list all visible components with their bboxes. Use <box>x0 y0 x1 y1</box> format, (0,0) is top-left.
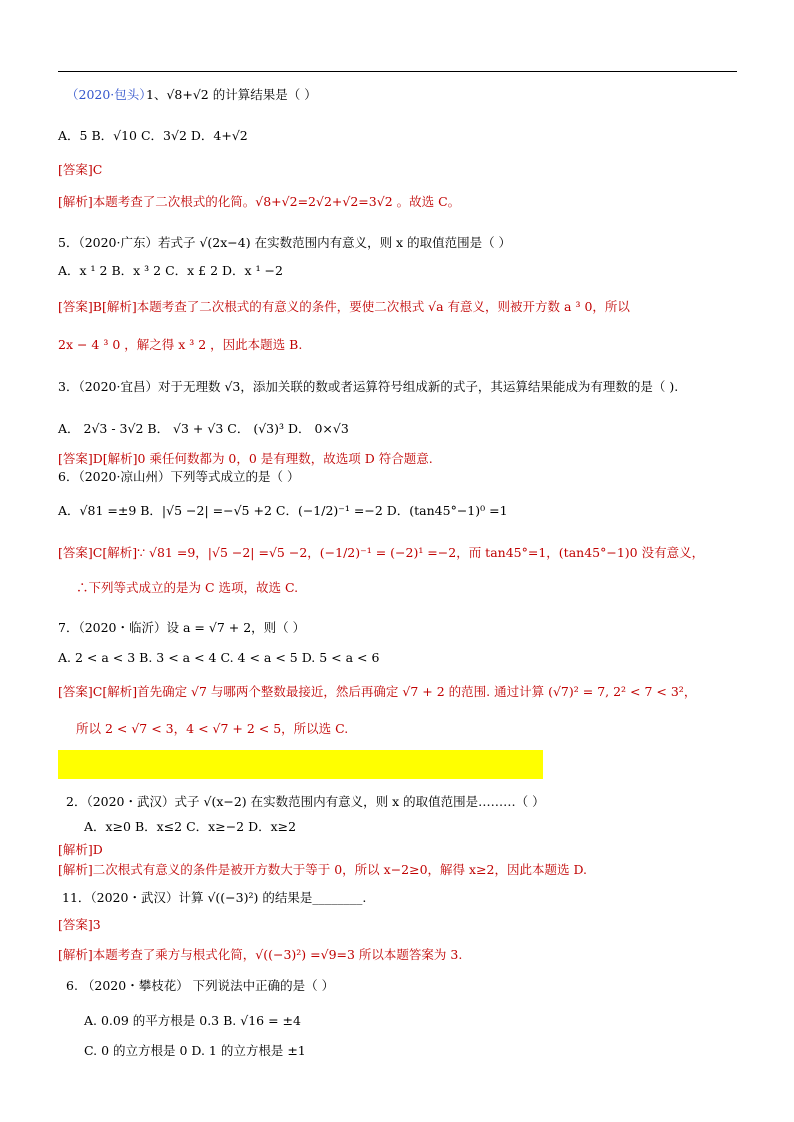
q7-conclusion: 所以 2 < √7 < 3，4 < √7 + 2 < 5，所以选 C. <box>76 721 349 736</box>
q6-options: A．√81 =±9 B．|√5 −2| =−√5 +2 C．(−1/2)⁻¹ =−2 D．(tan45°−1)⁰ =1 <box>58 503 508 518</box>
q6b-options-ab: A. 0.09 的平方根是 0.3 B. √16 = ±4 <box>84 1013 301 1028</box>
q3-answer-analysis: [答案]D[解析]0 乘任何数都为 0，0 是有理数，故选项 D 符合题意. <box>58 451 433 466</box>
q5-analysis-cont: 2x − 4 ³ 0 ，解之得 x ³ 2 ，因此本题选 B. <box>58 337 303 352</box>
q11-question: 11．（2020・武汉）计算 √((−3)²) 的结果是________. <box>62 890 367 905</box>
q3-options: A． 2√3 - 3√2 B． √3 + √3 C． (√3)³ D． 0×√3 <box>58 421 349 436</box>
q6-conclusion: ∴下列等式成立的是为 C 选项，故选 C. <box>76 580 299 595</box>
q11-analysis: [解析]本题考查了乘方与根式化简，√((−3)²) =√9=3 所以本题答案为 3. <box>58 947 463 962</box>
q2-answer: [解析]D <box>58 842 103 857</box>
q5-question: 5．（2020·广东）若式子 √(2x−4) 在实数范围内有意义，则 x 的取值范围是（ ） <box>58 235 512 250</box>
q6-answer-analysis: [答案]C[解析]∵ √81 =9，|√5 −2| =√5 −2，(−1/2)⁻¹ = (−2)¹ =−2，而 tan45°=1，(tan45°−1)0 没有意义， <box>58 545 705 560</box>
yellow-highlight-bar <box>58 750 543 779</box>
q5-options: A．x ¹ 2 B．x ³ 2 C．x £ 2 D．x ¹ −2 <box>58 263 283 278</box>
q6b-question: 6. （2020・攀枝花） 下列说法中正确的是（ ） <box>66 978 335 993</box>
q7-question: 7．（2020・临沂）设 a = √7 + 2，则（ ） <box>58 620 306 635</box>
q1-analysis: [解析]本题考查了二次根式的化简。√8+√2=2√2+√2=3√2 。故选 C。 <box>58 194 461 209</box>
q11-answer: [答案]3 <box>58 917 101 932</box>
q6-question: 6．（2020·凉山州）下列等式成立的是（ ） <box>58 469 300 484</box>
q1-question: 1、√8+√2 的计算结果是（ ） <box>146 87 317 102</box>
q2-question: 2．（2020・武汉）式子 √(x−2) 在实数范围内有意义，则 x 的取值范围是………（ ） <box>66 794 545 809</box>
q1-answer: [答案]C <box>58 162 103 177</box>
q2-analysis: [解析]二次根式有意义的条件是被开方数大于等于 0，所以 x−2≥0，解得 x≥2，因此本题选 D. <box>58 862 588 877</box>
q7-options: A. 2 < a < 3 B. 3 < a < 4 C. 4 < a < 5 D. 5 < a < 6 <box>58 650 380 665</box>
q2-options: A．x≥0 B．x≤2 C．x≥−2 D．x≥2 <box>84 819 297 834</box>
q1-source: （2020·包头） <box>66 87 152 102</box>
q6b-options-cd: C. 0 的立方根是 0 D. 1 的立方根是 ±1 <box>84 1043 306 1058</box>
q5-answer-analysis: [答案]B[解析]本题考查了二次根式的有意义的条件，要使二次根式 √a 有意义，则被开方数 a ³ 0，所以 <box>58 299 630 314</box>
q3-question: 3．（2020·宜昌）对于无理数 √3，添加关联的数或者运算符号组成新的式子，其运算结果能成为有理数的是（ ). <box>58 379 679 394</box>
q1-options: A．5 B．√10 C．3√2 D．4+√2 <box>58 128 248 143</box>
q7-answer-analysis: [答案]C[解析]首先确定 √7 与哪两个整数最接近，然后再确定 √7 + 2 的范围. 通过计算 (√7)² = 7, 2² < 7 < 3²， <box>58 684 697 699</box>
top-rule <box>58 71 737 72</box>
